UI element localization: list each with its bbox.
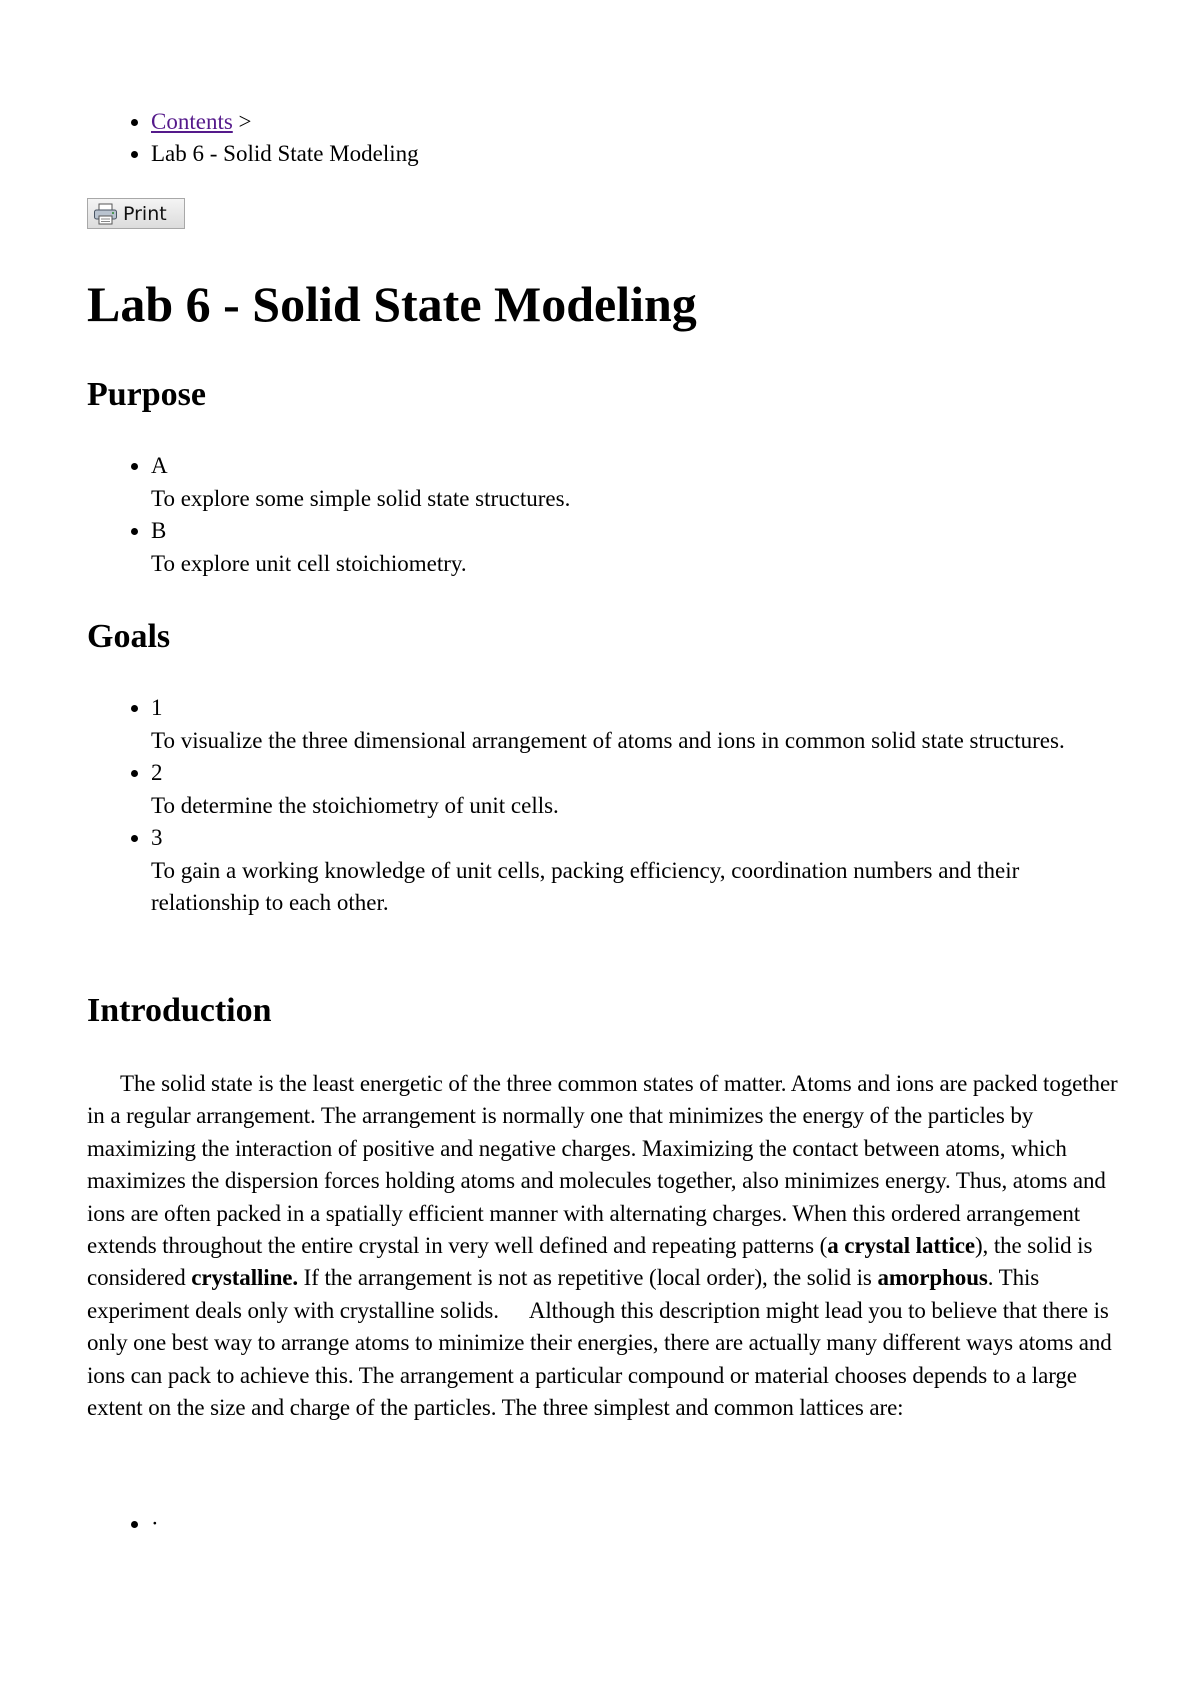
breadcrumb-item-contents <box>151 106 419 138</box>
list-item <box>151 515 1097 580</box>
intro-bold-amorphous: amorphous <box>877 1265 988 1291</box>
goals-desc: To gain a working knowledge of unit cells, packing efficiency, coordination numbers and their relationship to each other. <box>151 857 1020 915</box>
list-item <box>151 757 1097 822</box>
introduction-heading: Introduction <box>87 992 272 1029</box>
goals-term: • 3 <box>151 825 163 850</box>
goals-desc: To determine the stoichiometry of unit cells. <box>151 792 559 818</box>
contents-link[interactable]: Contents <box>151 109 233 134</box>
list-item <box>151 822 1097 920</box>
purpose-heading: Purpose <box>87 376 206 413</box>
purpose-desc: To explore unit cell stoichiometry. <box>151 550 467 576</box>
purpose-term: • A <box>151 453 168 478</box>
breadcrumb-current-label: Lab 6 - Solid State Modeling <box>151 141 419 166</box>
goals-term: • 1 <box>151 695 163 720</box>
intro-text-4: . This experiment deals only with crystalline solids. <box>87 1265 1040 1323</box>
list-item <box>151 692 1097 757</box>
lattice-item-marker: · <box>151 1511 159 1536</box>
introduction-paragraph <box>87 1068 1127 1424</box>
print-button[interactable] <box>87 198 185 229</box>
list-item <box>151 450 1097 515</box>
intro-text-5: Although this description might lead you to believe that there is only one best way to arrange atoms to minimize their energies, there are actually many different ways atoms and ions can pack to achieve this. The arrangement a particular compound or material chooses depends to a large extent on the size and charge of the particles. The three simplest and common lattices are: <box>87 1297 1112 1421</box>
printer-icon <box>93 203 119 225</box>
breadcrumb <box>87 106 419 170</box>
intro-text-2: ), the solid is considered <box>87 1233 1093 1291</box>
purpose-term: • B <box>151 518 167 543</box>
goals-desc: To visualize the three dimensional arrangement of atoms and ions in common solid state structures. <box>151 727 1065 753</box>
intro-bold-crystal-lattice: a crystal lattice <box>827 1233 975 1259</box>
purpose-desc: To explore some simple solid state structures. <box>151 485 571 511</box>
goals-heading: Goals <box>87 618 171 655</box>
intro-text-3: If the arrangement is not as repetitive (local order), the solid is <box>298 1265 878 1291</box>
goals-list <box>87 692 1097 920</box>
breadcrumb-separator: > <box>238 109 252 134</box>
list-item <box>151 1508 159 1540</box>
page-title: Lab 6 - Solid State Modeling <box>87 276 697 332</box>
goals-term: • 2 <box>151 760 163 785</box>
intro-text-1: The solid state is the least energetic of the three common states of matter. Atoms and ions are packed together in a regular arrangement. The arrangement is normally one that minimizes the energy of the particles by maximizing the interaction of positive and negative charges. Maximizing the contact between atoms, which maximizes the dispersion forces holding atoms and molecules together, also minimizes energy. Thus, atoms and ions are often packed in a spatially efficient manner with alternating charges. When this ordered arrangement extends throughout the entire crystal in very well defined and repeating patterns ( <box>87 1071 1118 1259</box>
breadcrumb-item-current <box>151 138 419 170</box>
intro-bold-crystalline: crystalline. <box>191 1265 299 1291</box>
purpose-list <box>87 450 1097 580</box>
lattice-list <box>87 1508 159 1540</box>
print-button-label: Print <box>123 202 167 225</box>
